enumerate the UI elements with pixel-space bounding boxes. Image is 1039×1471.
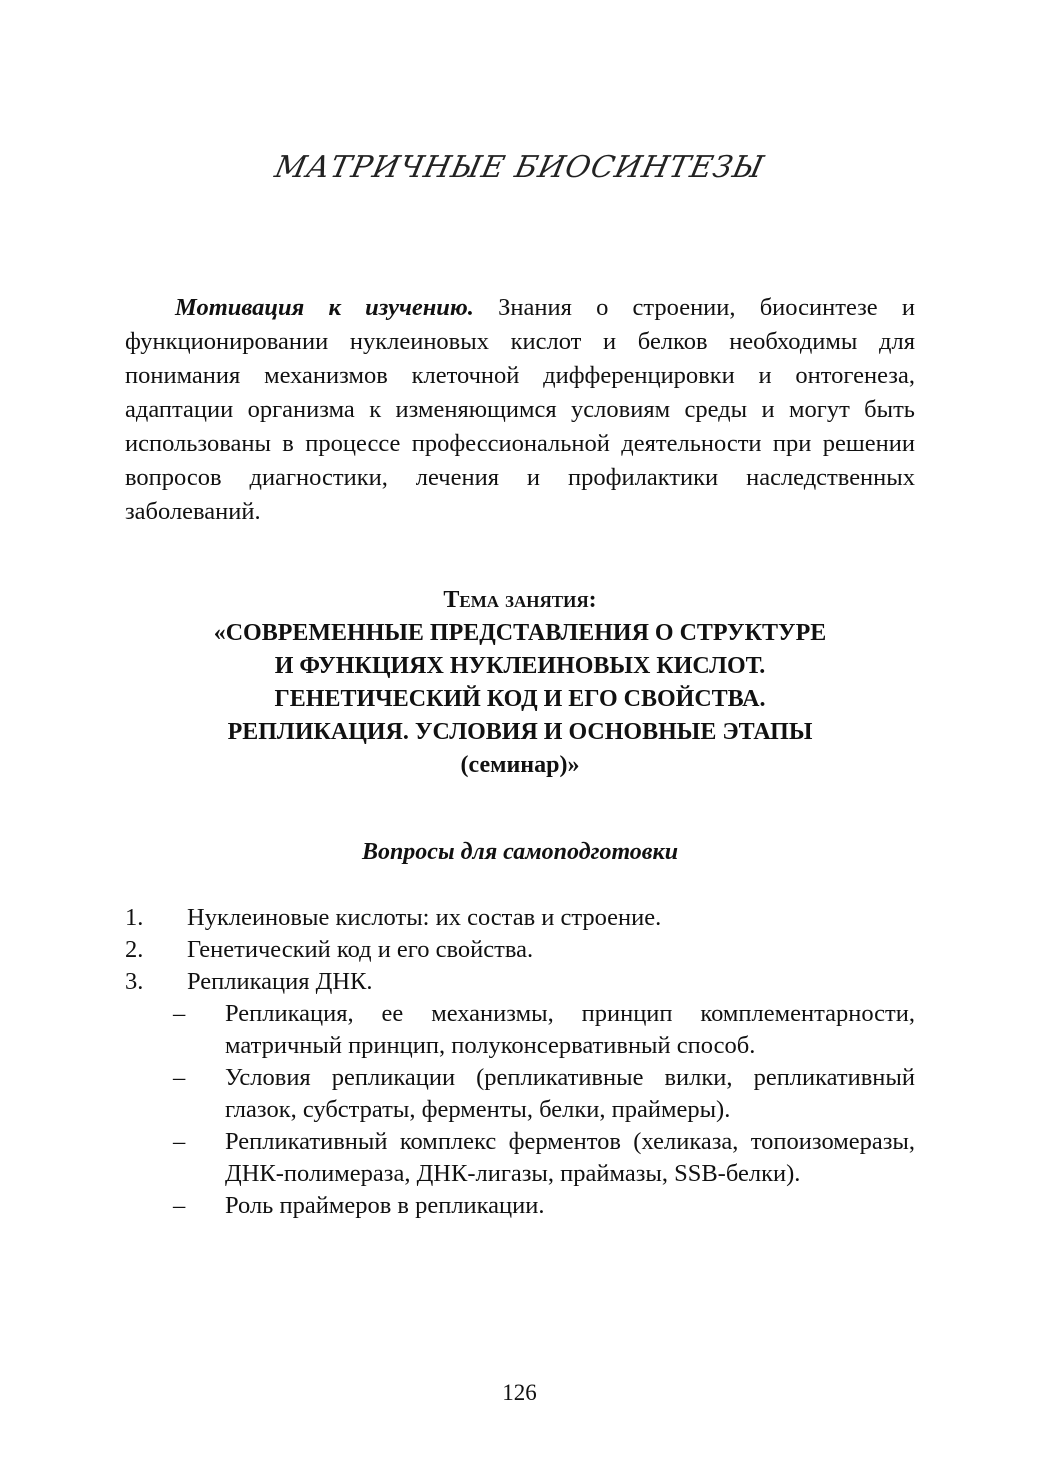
question-number: 1. (125, 904, 144, 931)
sub-question-item (125, 998, 915, 1062)
question-text: Генетический код и его свойства. (187, 936, 534, 963)
topic-label: Тема занятия: (443, 587, 597, 613)
question-item (125, 934, 915, 966)
topic-title-line: ГЕНЕТИЧЕСКИЙ КОД И ЕГО СВОЙСТВА. (274, 686, 766, 712)
topic-title-line: (семинар)» (460, 752, 580, 778)
questions-heading: Вопросы для самоподготовки (361, 839, 679, 865)
sub-question-item (125, 1190, 915, 1222)
sub-question-text: Репликация, ее механизмы, принцип комплементарности, матричный принцип, полуконсервативный способ. (225, 1000, 915, 1059)
topic-title-line: И ФУНКЦИЯХ НУКЛЕИНОВЫХ КИСЛОТ. (274, 653, 766, 679)
question-item (125, 902, 915, 934)
sub-question-item (125, 1062, 915, 1126)
topic-title-line: РЕПЛИКАЦИЯ. УСЛОВИЯ И ОСНОВНЫЕ ЭТАПЫ (227, 719, 813, 745)
question-text: Нуклеиновые кислоты: их состав и строение. (187, 904, 662, 931)
sub-question-item (125, 1126, 915, 1190)
topic-title-line: «СОВРЕМЕННЫЕ ПРЕДСТАВЛЕНИЯ О СТРУКТУРЕ (213, 620, 827, 646)
topic-block (125, 584, 915, 782)
question-text: Репликация ДНК. (187, 968, 373, 995)
motivation-text: Знания о строении, биосинтезе и функционировании нуклеиновых кислот и белков необходимы для понимания механизмов клеточной дифференцировки и онтогенеза, адаптации организма к изменяющимся условиям среды и могут быть использованы в процессе профессиональной деятельности при решении вопросов диагностики, лечения и профилактики наследственных заболеваний. (125, 294, 915, 525)
motivation-lead: Мотивация к изучению. (175, 294, 474, 321)
sub-question-text: Условия репликации (репликативные вилки, репликативный глазок, субстраты, ферменты, белки, праймеры). (225, 1064, 915, 1123)
question-item (125, 966, 915, 998)
dash-bullet: – (173, 1128, 186, 1155)
dash-bullet: – (173, 1000, 186, 1027)
page-number: 126 (502, 1380, 537, 1405)
sub-question-text: Роль праймеров в репликации. (225, 1192, 545, 1219)
question-number: 3. (125, 968, 144, 995)
dash-bullet: – (173, 1192, 186, 1219)
questions-list (125, 902, 915, 1222)
dash-bullet: – (173, 1064, 186, 1091)
sub-question-text: Репликативный комплекс ферментов (хеликаза, топоизомеразы, ДНК-полимераза, ДНК-лигазы, праймазы, SSB-белки). (225, 1128, 915, 1187)
question-number: 2. (125, 936, 144, 963)
motivation-paragraph (125, 291, 915, 529)
section-heading: МАТРИЧНЫЕ БИОСИНТЕЗЫ (271, 150, 768, 185)
